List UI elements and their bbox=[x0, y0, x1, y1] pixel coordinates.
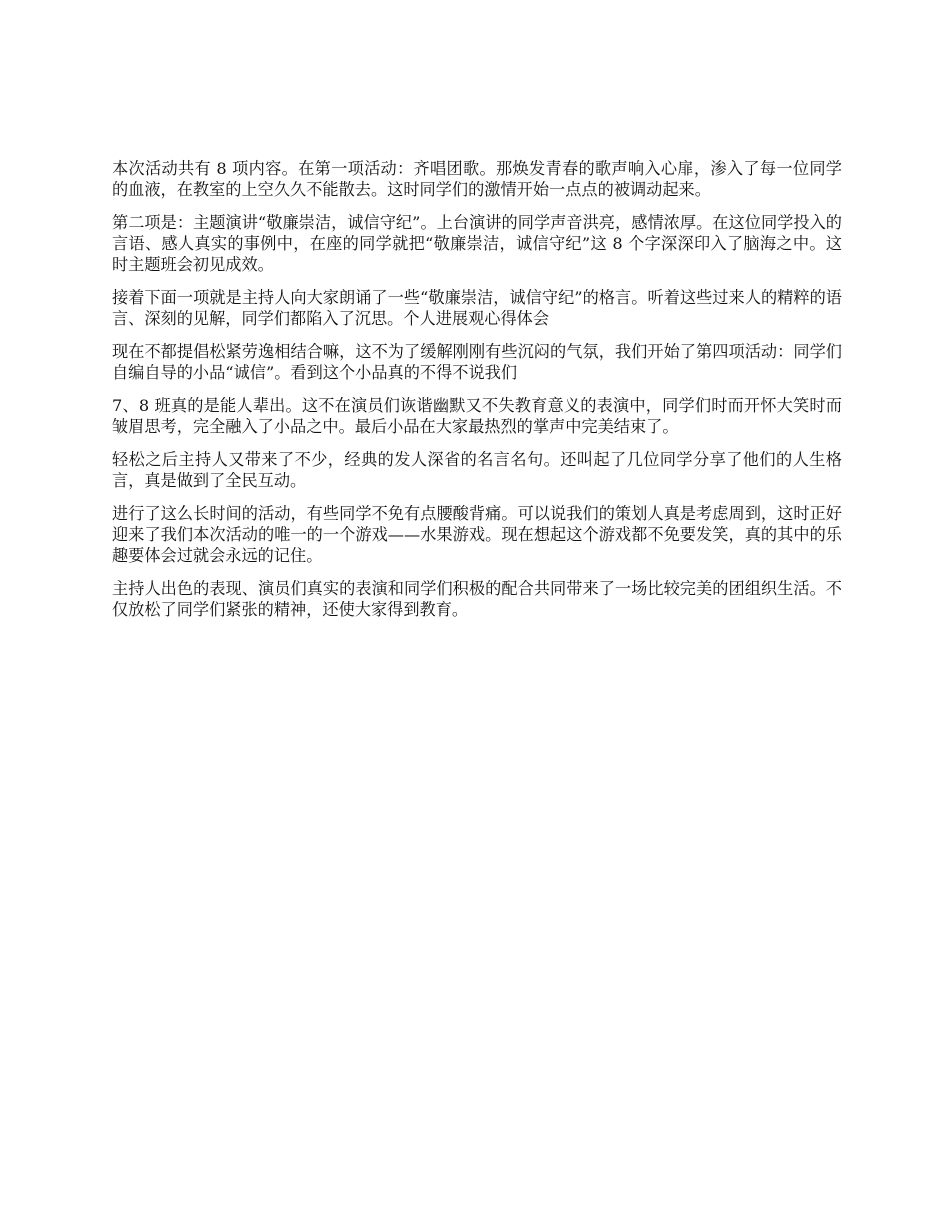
paragraph-4: 现在不都提倡松紧劳逸相结合嘛，这不为了缓解刚刚有些沉闷的气氛，我们开始了第四项活动：同学们自编自导的小品“诚信”。看到这个小品真的不得不说我们 bbox=[112, 342, 842, 382]
paragraph-3: 接着下面一项就是主持人向大家朗诵了一些“敬廉崇洁，诚信守纪”的格言。听着这些过来人的精粹的语言、深刻的见解，同学们都陷入了沉思。个人进展观心得体会 bbox=[112, 288, 842, 328]
paragraph-2: 第二项是：主题演讲“敬廉崇洁，诚信守纪”。上台演讲的同学声音洪亮，感情浓厚。在这位同学投入的言语、感人真实的事例中，在座的同学就把“敬廉崇洁，诚信守纪”这 8 个字深深印入了脑海之中。这时主题班会初见成效。 bbox=[112, 213, 842, 274]
paragraph-8: 主持人出色的表现、演员们真实的表演和同学们积极的配合共同带来了一场比较完美的团组织生活。不仅放松了同学们紧张的精神，还使大家得到教育。 bbox=[112, 579, 842, 619]
document-body bbox=[112, 158, 842, 632]
paragraph-5: 7、8 班真的是能人辈出。这不在演员们诙谐幽默又不失教育意义的表演中，同学们时而开怀大笑时而皱眉思考，完全融入了小品之中。最后小品在大家最热烈的掌声中完美结束了。 bbox=[112, 396, 842, 436]
paragraph-6: 轻松之后主持人又带来了不少，经典的发人深省的名言名句。还叫起了几位同学分享了他们的人生格言，真是做到了全民互动。 bbox=[112, 450, 842, 490]
paragraph-1: 本次活动共有 8 项内容。在第一项活动：齐唱团歌。那焕发青春的歌声响入心扉，渗入了每一位同学的血液，在教室的上空久久不能散去。这时同学们的激情开始一点点的被调动起来。 bbox=[112, 159, 842, 199]
paragraph-7: 进行了这么长时间的活动，有些同学不免有点腰酸背痛。可以说我们的策划人真是考虑周到，这时正好迎来了我们本次活动的唯一的一个游戏——水果游戏。现在想起这个游戏都不免要发笑，真的其中的乐趣要体会过就会永远的记住。 bbox=[112, 504, 842, 565]
